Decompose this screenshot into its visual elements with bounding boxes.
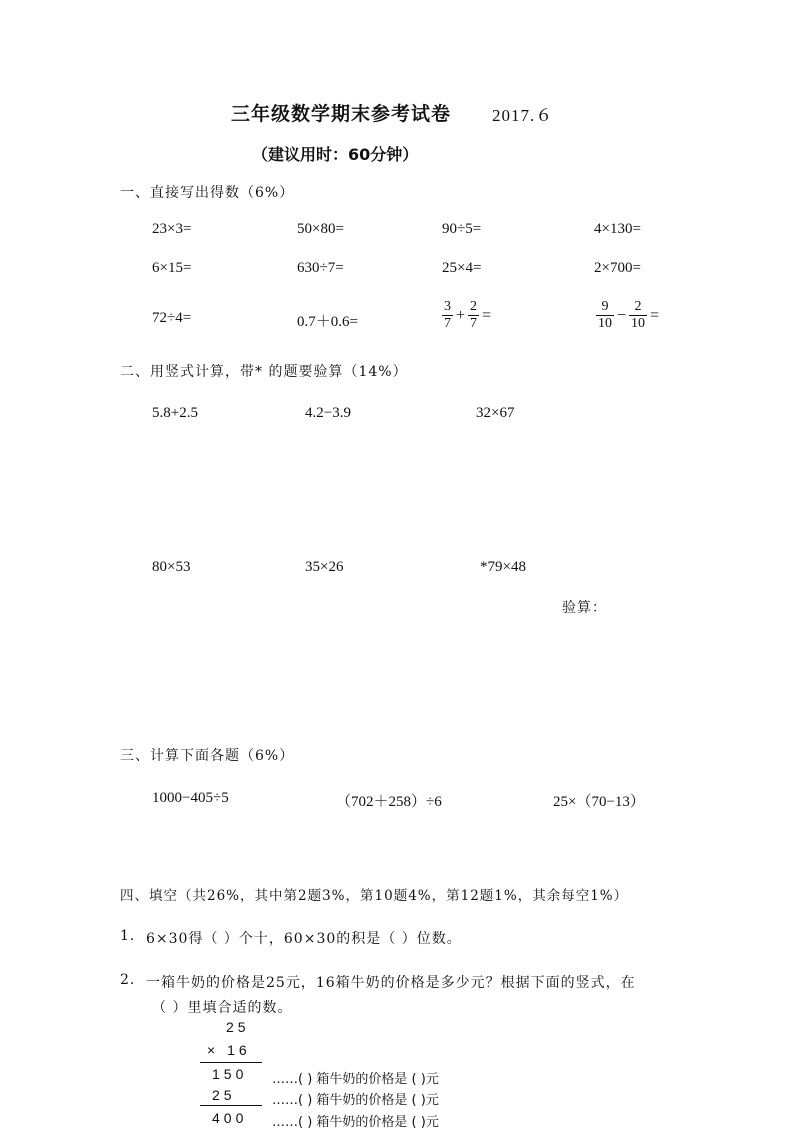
fraction-problem	[596, 299, 662, 332]
section1-heading: 一、直接写出得数（6%）	[120, 185, 295, 201]
vertical-rule	[200, 1105, 262, 1106]
problem: 2×700=	[594, 260, 641, 276]
problem: 23×3=	[152, 221, 192, 237]
operator: +	[456, 306, 466, 324]
fraction	[629, 299, 647, 332]
page-subtitle: （建议用时：60分钟）	[252, 145, 419, 164]
numerator: 9	[601, 299, 609, 314]
problem: 4.2−3.9	[305, 405, 351, 421]
exam-date: 2017.６	[492, 106, 554, 125]
numerator: 3	[444, 299, 451, 314]
problem: 25×（70−13）	[553, 794, 645, 810]
fraction-problem	[442, 299, 494, 332]
equals-sign: =	[482, 306, 492, 324]
denominator: 10	[631, 316, 646, 331]
vertical-multiplier: × 16	[207, 1042, 251, 1058]
problem: 72÷4=	[152, 310, 192, 326]
question-number: 2.	[120, 972, 136, 988]
problem: （702＋258）÷6	[336, 794, 442, 810]
page-title: 三年级数学期末参考试卷	[231, 103, 452, 125]
equals-sign: =	[650, 306, 660, 324]
fraction	[596, 299, 614, 332]
problem: 50×80=	[297, 221, 344, 237]
problem: 1000−405÷5	[152, 790, 229, 806]
blank-note: ……( ) 箱牛奶的价格是 ( )元	[272, 1093, 439, 1108]
denominator: 7	[470, 316, 478, 331]
vertical-rule	[200, 1062, 262, 1063]
numerator: 2	[470, 299, 478, 314]
problem: 630÷7=	[297, 260, 344, 276]
question-text: 一箱牛奶的价格是25元，16箱牛奶的价格是多少元？根据下面的竖式，在	[146, 975, 636, 991]
question-number: 1.	[120, 928, 136, 944]
vertical-multiplicand: 25	[226, 1019, 250, 1035]
problem: 32×67	[476, 405, 515, 421]
partial-product: 25	[212, 1087, 236, 1103]
section3-heading: 三、计算下面各题（6%）	[120, 748, 295, 764]
fraction	[468, 299, 479, 332]
problem: 0.7＋0.6=	[297, 314, 358, 330]
section2-heading: 二、用竖式计算，带* 的题要验算（14%）	[120, 364, 408, 380]
blank-note: ……( ) 箱牛奶的价格是 ( )元	[272, 1072, 439, 1087]
problem: 5.8+2.5	[152, 405, 198, 421]
blank-note: ……( ) 箱牛奶的价格是 ( )元	[272, 1115, 439, 1130]
problem: 80×53	[152, 559, 191, 575]
problem: 35×26	[305, 559, 344, 575]
check-label: 验算：	[562, 600, 607, 616]
section4-heading: 四、填空（共26%，其中第2题3%，第10题4%，第12题1%，其余每空1%）	[120, 888, 629, 904]
fraction	[442, 299, 453, 332]
question-text: 6×30得（ ）个十，60×30的积是（ ）位数。	[146, 931, 462, 947]
denominator: 10	[598, 316, 612, 331]
question-text: （ ）里填合适的数。	[152, 1000, 293, 1016]
denominator: 7	[444, 316, 451, 331]
numerator: 2	[634, 299, 642, 314]
operator: −	[617, 306, 627, 324]
problem: 90÷5=	[442, 221, 482, 237]
problem: *79×48	[480, 559, 526, 575]
problem: 25×4=	[442, 260, 482, 276]
partial-product: 150	[212, 1066, 248, 1082]
problem: 4×130=	[594, 221, 641, 237]
final-product: 400	[212, 1110, 248, 1126]
problem: 6×15=	[152, 260, 192, 276]
